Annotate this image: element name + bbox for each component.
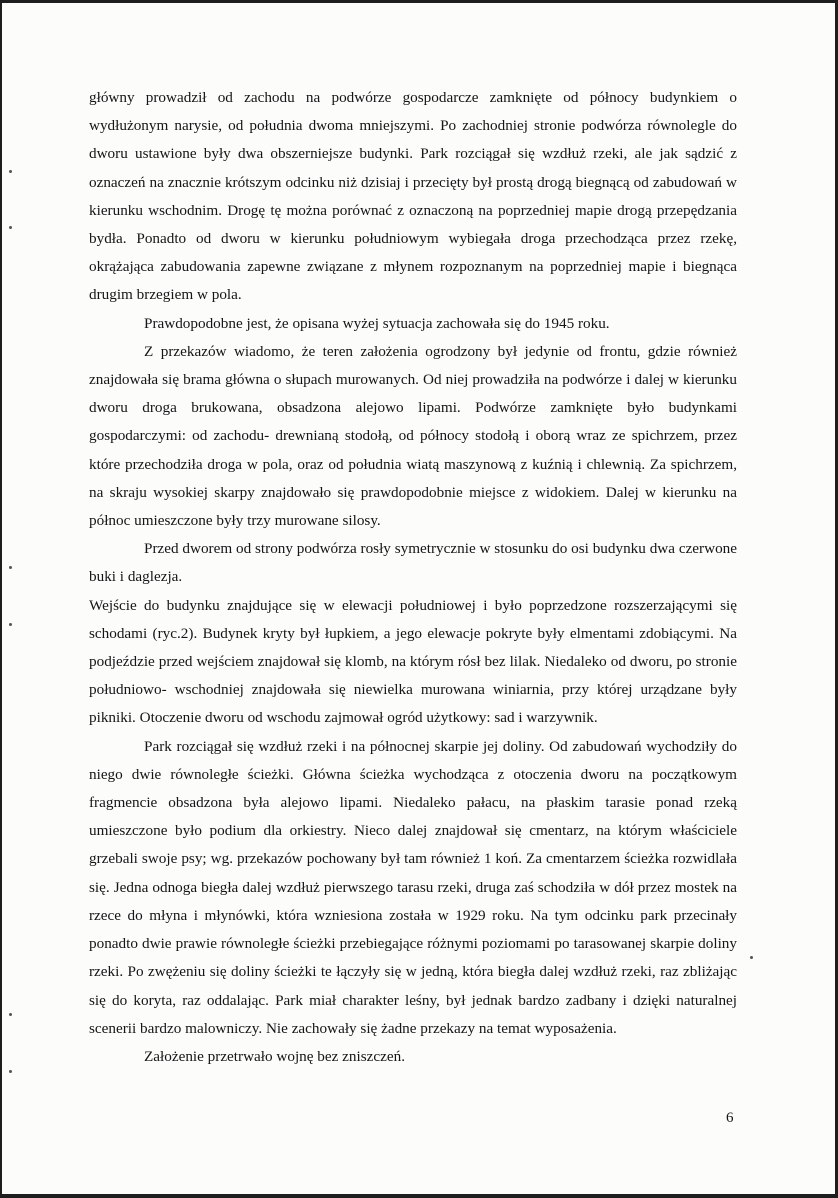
- paragraph: Prawdopodobne jest, że opisana wyżej sytuacja zachowała się do 1945 roku.: [144, 314, 610, 332]
- paragraph: Przed dworem od strony podwórza rosły symetrycznie w stosunku do osi budynku dwa czerwone buki i daglezja.: [89, 540, 737, 586]
- scan-border-left: [0, 0, 2, 1198]
- paragraph: Wejście do budynku znajdujące się w elewacji południowej i było poprzedzone rozszerzającymi się schodami (ryc.2). Budynek kryty był łupkiem, a jego elewacje pokryte były elmentami zdobiącymi. Na podjeździe przed wejściem znajdował się klomb, na którym rósł bez lilak. Niedaleko od dworu, po stronie południowo- wschodniej znajdowała się niewielka murowana winiarnia, przy której urządzane były pikniki. Otoczenie dworu od wschodu zajmował ogród użytkowy: sad i warzywnik.: [89, 596, 737, 727]
- paragraph: główny prowadził od zachodu na podwórze gospodarcze zamknięte od północy budynkiem o wydłużonym narysie, od południa dwoma mniejszymi. Po zachodniej stronie podwórza równolegle do dworu ustawione były dwa obszerniejsze budynki. Park rozciągał się wzdłuż rzeki, ale jak sądzić z oznaczeń na znacznie krótszym odcinku niż dzisiaj i przecięty był prostą drogą biegnącą od zabudowań w kierunku wschodnim. Drogę tę można porównać z oznaczoną na poprzedniej mapie drogą przepędzania bydła. Ponadto od dworu w kierunku południowym wybiegała droga przechodząca przez rzekę, okrążająca zabudowania zapewne związane z młynem rozpoznanym na poprzedniej mapie i biegnąca drugim brzegiem w pola.: [89, 89, 737, 304]
- scan-speck: [9, 566, 12, 569]
- page-number: 6: [726, 1110, 734, 1126]
- scan-speck: [9, 226, 12, 229]
- scan-border-bottom: [0, 1194, 838, 1198]
- paragraph: Założenie przetrwało wojnę bez zniszczeń.: [144, 1047, 405, 1065]
- scan-border-top: [0, 0, 838, 3]
- paragraph: Park rozciągał się wzdłuż rzeki i na północnej skarpie jej doliny. Od zabudowań wychodziły do niego dwie równoległe ścieżki. Główna ścieżka wychodząca z otoczenia dworu na początkowym fragmencie obsadzona była alejowo lipami. Niedaleko pałacu, na płaskim tarasie ponad rzeką umieszczone było podium dla orkiestry. Nieco dalej znajdował się cmentarz, na którym właściciele grzebali swoje psy; wg. przekazów pochowany był tam również 1 koń. Za cmentarzem ścieżka rozwidlała się. Jedna odnoga biegła dalej wzdłuż pierwszego tarasu rzeki, druga zaś schodziła w dół przez mostek na rzece do młyna i młynówki, która wzniesiona została w 1929 roku. Na tym odcinku park przecinały ponadto dwie prawie równoległe ścieżki przebiegające różnymi poziomami po tarasowanej skarpie doliny rzeki. Po zwężeniu się doliny ścieżki te łączyły się w jedną, która biegła dalej wzdłuż rzeki, raz zbliżając się do koryta, raz oddalając. Park miał charakter leśny, był jednak bardzo zadbany i dzięki naturalnej scenerii bardzo malowniczy. Nie zachowały się żadne przekazy na temat wyposażenia.: [89, 737, 737, 1037]
- scan-speck: [750, 956, 753, 959]
- scan-speck: [9, 623, 12, 626]
- body-text: [89, 84, 737, 1071]
- scan-speck: [9, 1070, 12, 1073]
- scan-speck: [9, 1013, 12, 1016]
- scan-speck: [9, 170, 12, 173]
- paragraph: Z przekazów wiadomo, że teren założenia ogrodzony był jedynie od frontu, gdzie również znajdowała się brama główna o słupach murowanych. Od niej prowadziła na podwórze i dalej w kierunku dworu droga brukowana, obsadzona alejowo lipami. Podwórze zamknięte było budynkami gospodarczymi: od zachodu- drewnianą stodołą, od północy stodołą i oborą wraz ze spichrzem, przez które przechodziła droga w pola, oraz od południa wiatą maszynową z kuźnią i chlewnią. Za spichrzem, na skraju wysokiej skarpy znajdowało się prawdopodobnie miejsce z widokiem. Dalej w kierunku na północ umieszczone były trzy murowane silosy.: [89, 342, 737, 530]
